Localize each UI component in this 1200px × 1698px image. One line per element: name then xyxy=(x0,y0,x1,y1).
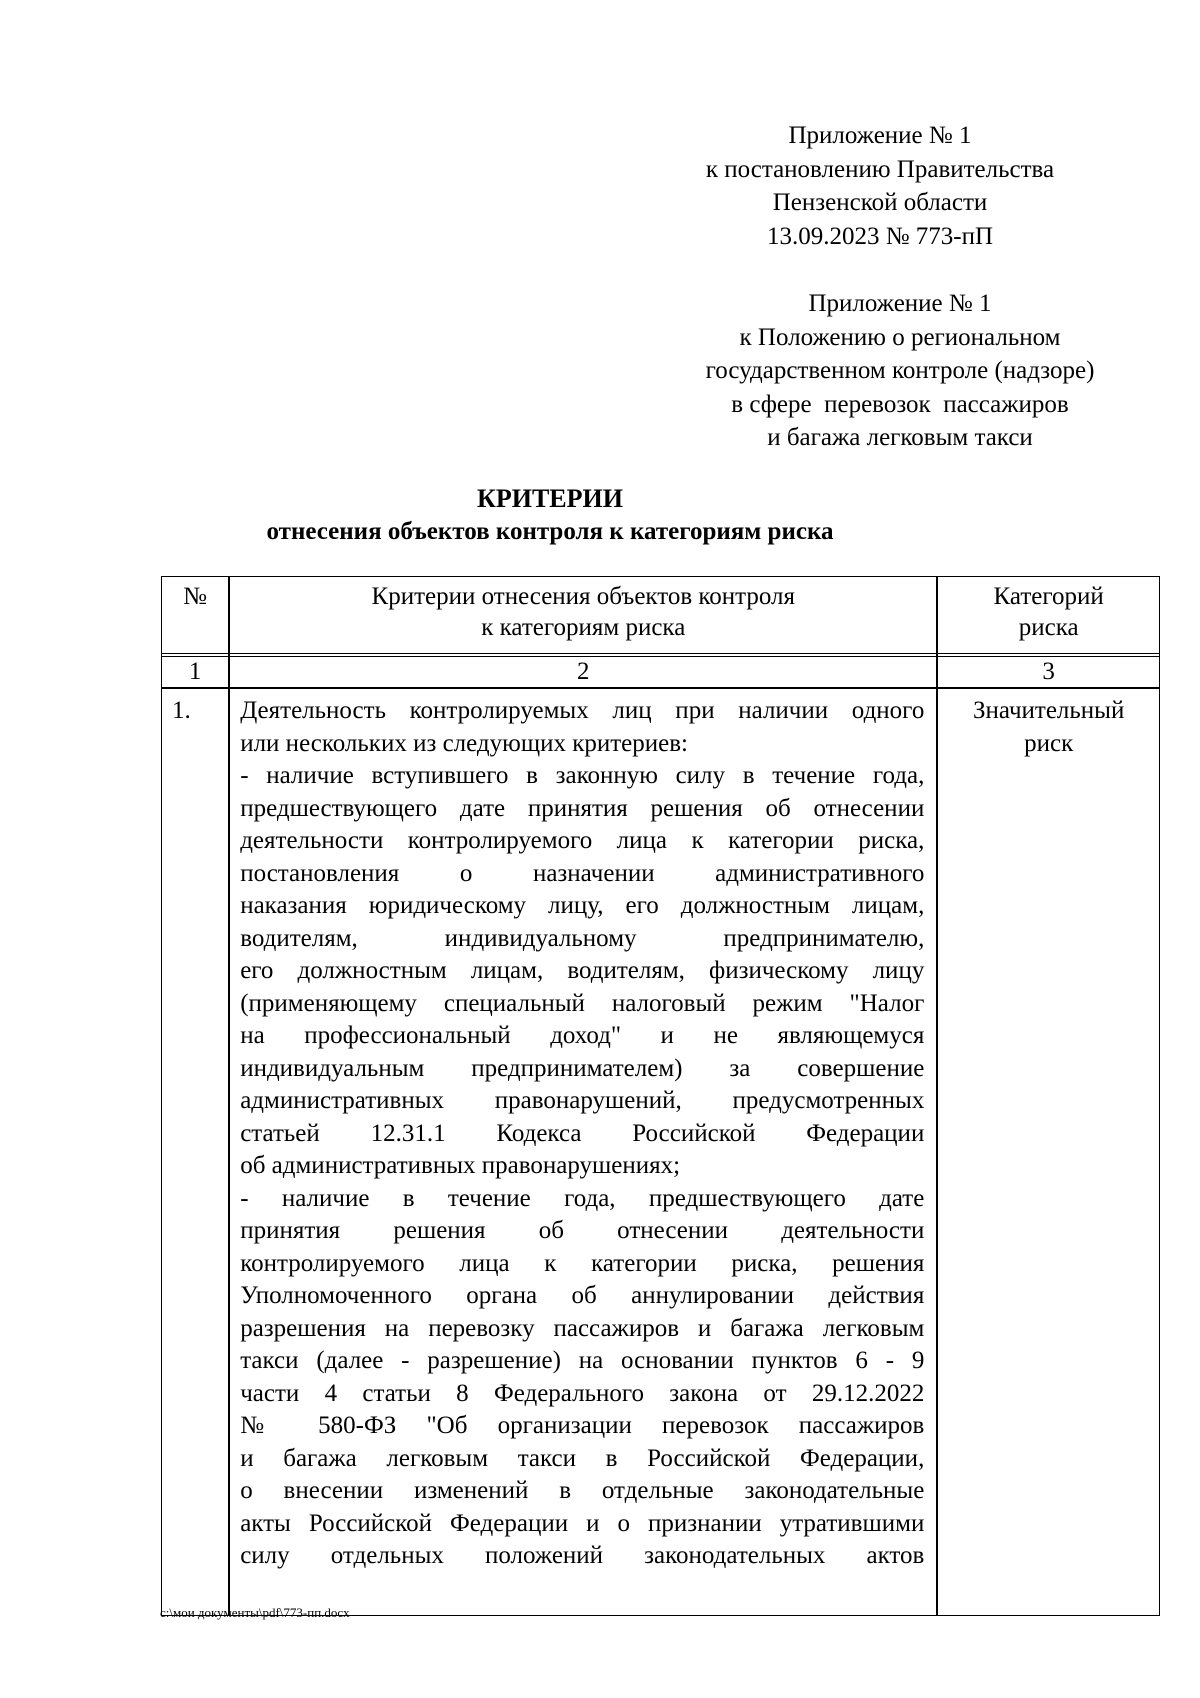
criteria-line: о внесении изменений в отдельные законодательные xyxy=(240,1477,925,1504)
document-subtitle: отнесения объектов контроля к категориям риска xyxy=(266,518,834,545)
criteria-line: об административных правонарушениях; xyxy=(240,1152,681,1179)
risk-line: Значительный xyxy=(972,697,1125,724)
table-header-row xyxy=(161,576,1160,654)
header-category-line: риска xyxy=(1018,614,1079,641)
criteria-line: деятельности контролируемого лица к категории риска, xyxy=(240,827,925,854)
criteria-line: принятия решения об отнесении деятельности xyxy=(240,1217,925,1244)
table-row xyxy=(161,688,1160,1616)
appendix-1-line: Приложение № 1 xyxy=(788,122,972,149)
criteria-line: постановления о назначении административного xyxy=(240,859,925,887)
criteria-line: индивидуальным предпринимателем) за совершение xyxy=(240,1054,925,1082)
criteria-table xyxy=(161,576,1160,1616)
criteria-line: его должностным лицам, водителям, физическому лицу xyxy=(240,957,925,984)
header-criteria xyxy=(229,576,937,654)
criteria-text xyxy=(229,688,937,1616)
criteria-line: предшествующего дате принятия решения об отнесении xyxy=(240,794,925,822)
criteria-line: силу отдельных положений законодательных актов xyxy=(240,1542,925,1569)
appendix-2-line: Приложение № 1 xyxy=(808,290,992,317)
appendix-2-line: и багажа легковым такси xyxy=(767,424,1033,451)
column-number-row xyxy=(161,656,1160,688)
document-title: КРИТЕРИИ xyxy=(477,484,623,513)
criteria-line: Деятельность контролируемых лиц при наличии одного xyxy=(240,697,925,724)
criteria-line: (применяющему специальный налоговый режим "Налог xyxy=(240,989,925,1017)
row-number: 1. xyxy=(161,688,229,1616)
column-number: 1 xyxy=(161,656,229,688)
criteria-line: Уполномоченного органа об аннулировании действия xyxy=(240,1282,925,1309)
file-path-footer: c:\мои документы\pdf\773-пп.docx xyxy=(160,1605,350,1620)
criteria-line: разрешения на перевозку пассажиров и багажа легковым xyxy=(240,1314,925,1342)
criteria-line: акты Российской Федерации и о признании утратившими xyxy=(240,1509,925,1537)
header-category xyxy=(937,576,1160,654)
appendix-2-line: государственном контроле (надзоре) xyxy=(705,357,1095,384)
risk-line: риск xyxy=(1024,729,1074,757)
header-category-line: Категорий xyxy=(993,583,1104,610)
criteria-line: такси (далее - разрешение) на основании пунктов 6 - 9 xyxy=(240,1347,925,1374)
appendix-2-line: в сфере перевозок пассажиров xyxy=(731,390,1069,418)
criteria-line: наказания юридическому лицу, его должностным лицам, xyxy=(240,892,925,919)
appendix-1-header xyxy=(700,119,1060,253)
criteria-line: контролируемого лица к категории риска, решения xyxy=(240,1249,925,1277)
criteria-line: на профессиональный доход" и не являющемуся xyxy=(240,1022,925,1049)
criteria-line: водителям, индивидуальному предпринимателю, xyxy=(240,924,925,952)
header-number: № xyxy=(161,576,229,654)
appendix-1-line: Пензенской области xyxy=(772,189,988,216)
appendix-1-line: 13.09.2023 № 773-пП xyxy=(766,222,994,250)
criteria-line: № 580-ФЗ "Об организации перевозок пассажиров xyxy=(240,1412,925,1439)
header-criteria-line: Критерии отнесения объектов контроля xyxy=(371,583,796,610)
column-number: 2 xyxy=(229,656,937,688)
appendix-1-line: к постановлению Правительства xyxy=(705,155,1055,183)
appendix-2-header xyxy=(680,287,1120,455)
criteria-line: части 4 статьи 8 Федерального закона от 29.12.2022 xyxy=(240,1379,925,1407)
criteria-line: - наличие в течение года, предшествующего дате xyxy=(240,1184,925,1212)
criteria-line: статьей 12.31.1 Кодекса Российской Федерации xyxy=(240,1119,925,1147)
criteria-line: и багажа легковым такси в Российской Федерации, xyxy=(240,1444,925,1472)
risk-category xyxy=(937,688,1160,1616)
criteria-line: - наличие вступившего в законную силу в течение года, xyxy=(240,762,925,789)
criteria-line: административных правонарушений, предусмотренных xyxy=(240,1087,925,1114)
column-number: 3 xyxy=(937,656,1160,688)
criteria-line: или нескольких из следующих критериев: xyxy=(240,729,688,757)
appendix-2-line: к Положению о региональном xyxy=(739,323,1061,351)
header-criteria-line: к категориям риска xyxy=(481,614,686,641)
